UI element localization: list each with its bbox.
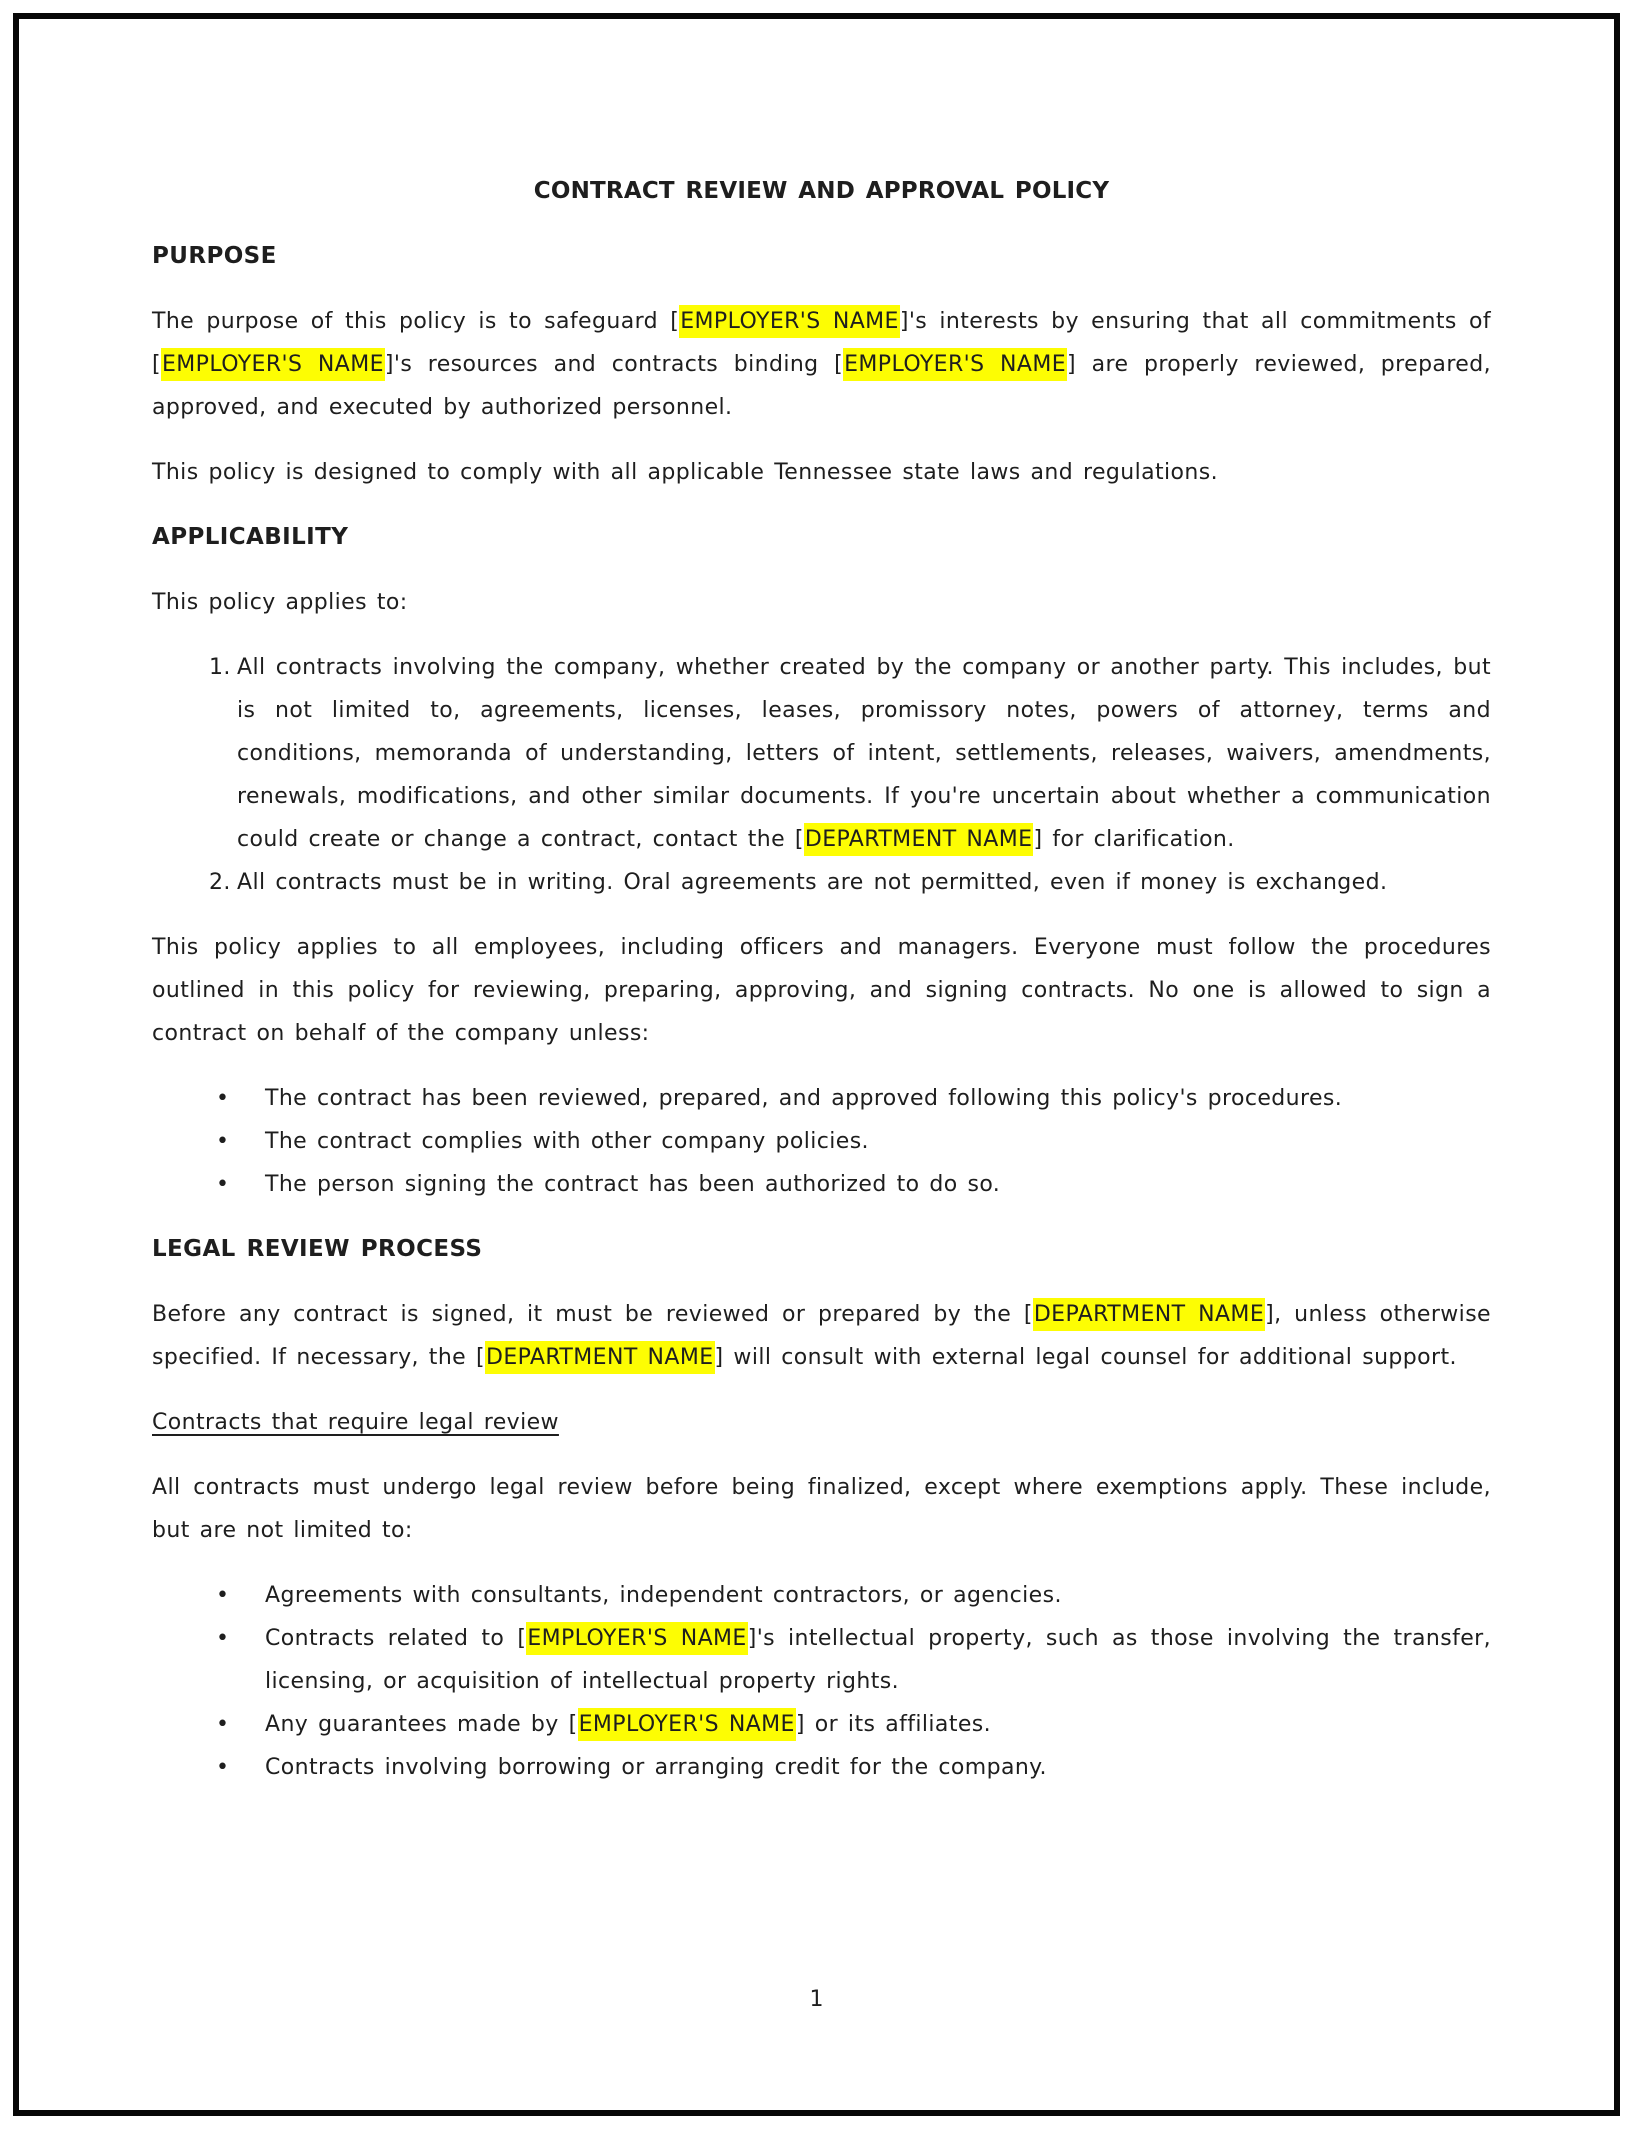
text-segment: The contract complies with other company policies. bbox=[265, 1129, 869, 1154]
paragraph-before-signed bbox=[152, 1293, 1491, 1379]
text-segment: ] will consult with external legal counsel for additional support. bbox=[714, 1345, 1457, 1370]
highlighted-placeholder: EMPLOYER'S NAME bbox=[843, 348, 1067, 381]
bullet-list-item bbox=[152, 1077, 1491, 1120]
document-title: CONTRACT REVIEW AND APPROVAL POLICY bbox=[533, 178, 1110, 204]
text-segment: ]'s intellectual property, such as those involving the transfer, licensing, or acquisition of intellectual property rights. bbox=[265, 1626, 1491, 1694]
document-content bbox=[152, 0, 1491, 1811]
text-segment: Contracts related to [ bbox=[265, 1626, 527, 1651]
list-item-text bbox=[265, 1172, 1000, 1197]
paragraph-applies-all bbox=[152, 926, 1491, 1055]
text-segment: ]'s interests by ensuring that all commitments of [ bbox=[152, 309, 1491, 377]
list-number: 2. bbox=[209, 870, 231, 895]
conditions-bullet-list bbox=[152, 1077, 1491, 1206]
list-item-text bbox=[265, 1583, 1062, 1608]
list-item-text bbox=[237, 870, 1387, 895]
bullet-list-item bbox=[152, 1163, 1491, 1206]
list-number: 1. bbox=[209, 655, 231, 680]
text-segment: ] for clarification. bbox=[1033, 827, 1235, 852]
paragraph-applies-to bbox=[152, 581, 1491, 624]
bullet-marker: • bbox=[216, 1712, 230, 1737]
paragraph-all-must-undergo bbox=[152, 1466, 1491, 1552]
subheading-contracts-require-review: Contracts that require legal review bbox=[152, 1410, 559, 1435]
paragraph-purpose bbox=[152, 300, 1491, 429]
paragraph-compliance bbox=[152, 451, 1491, 494]
text-segment: Before any contract is signed, it must be reviewed or prepared by the [ bbox=[152, 1302, 1033, 1327]
exemptions-bullet-list bbox=[152, 1574, 1491, 1789]
text-segment: ] are properly reviewed, prepared, approved, and executed by authorized personnel. bbox=[152, 352, 1491, 420]
text-segment: The contract has been reviewed, prepared, and approved following this policy's procedures. bbox=[265, 1086, 1343, 1111]
bullet-list-item bbox=[152, 1703, 1491, 1746]
text-segment: ]'s resources and contracts binding [ bbox=[384, 352, 844, 377]
bullet-marker: • bbox=[216, 1626, 230, 1651]
bullet-marker: • bbox=[216, 1172, 230, 1197]
highlighted-placeholder: EMPLOYER'S NAME bbox=[161, 348, 385, 381]
highlighted-placeholder: EMPLOYER'S NAME bbox=[578, 1708, 796, 1741]
bullet-marker: • bbox=[216, 1583, 230, 1608]
text-segment: ] or its affiliates. bbox=[795, 1712, 992, 1737]
bullet-marker: • bbox=[216, 1086, 230, 1111]
highlighted-placeholder: DEPARTMENT NAME bbox=[804, 823, 1034, 856]
heading-applicability: APPLICABILITY bbox=[152, 524, 349, 550]
numbered-list bbox=[152, 646, 1491, 904]
bullet-list-item bbox=[152, 1617, 1491, 1703]
text-segment: This policy applies to all employees, including officers and managers. Everyone must follow the procedures outlined in this policy for reviewing, preparing, approving, and signing contracts. No one is allowed to sign a contract on behalf of the company unless: bbox=[152, 935, 1491, 1046]
text-segment: ], unless otherwise specified. If necessary, the [ bbox=[152, 1302, 1491, 1370]
bullet-marker: • bbox=[216, 1755, 230, 1780]
list-item-text bbox=[265, 1755, 1047, 1780]
text-segment: The person signing the contract has been authorized to do so. bbox=[265, 1172, 1001, 1197]
highlighted-placeholder: EMPLOYER'S NAME bbox=[526, 1622, 747, 1655]
list-item-text bbox=[265, 1622, 1491, 1694]
bullet-list-item bbox=[152, 1746, 1491, 1789]
heading-purpose: PURPOSE bbox=[152, 243, 277, 269]
numbered-list-item bbox=[152, 646, 1491, 861]
numbered-list-item bbox=[152, 861, 1491, 904]
highlighted-placeholder: DEPARTMENT NAME bbox=[485, 1341, 715, 1374]
list-item-text bbox=[265, 1708, 991, 1741]
text-segment: Agreements with consultants, independent contractors, or agencies. bbox=[265, 1583, 1062, 1608]
text-segment: This policy applies to: bbox=[152, 590, 408, 615]
highlighted-placeholder: DEPARTMENT NAME bbox=[1033, 1298, 1265, 1331]
bullet-list-item bbox=[152, 1574, 1491, 1617]
list-item-text bbox=[237, 655, 1491, 856]
list-item-text bbox=[265, 1129, 869, 1154]
heading-legal-review: LEGAL REVIEW PROCESS bbox=[152, 1236, 483, 1262]
highlighted-placeholder: EMPLOYER'S NAME bbox=[679, 305, 900, 338]
text-segment: All contracts involving the company, whether created by the company or another party. This includes, but is not limited to, agreements, licenses, leases, promissory notes, powers of attorney, terms and conditions, memoranda of understanding, letters of intent, settlements, releases, waivers, amendments, renewals, modifications, and other similar documents. If you're uncertain about whether a communication could create or change a contract, contact the [ bbox=[237, 655, 1491, 852]
text-segment: All contracts must be in writing. Oral agreements are not permitted, even if money is exchanged. bbox=[237, 870, 1388, 895]
text-segment: Contracts involving borrowing or arranging credit for the company. bbox=[265, 1755, 1047, 1780]
text-segment: The purpose of this policy is to safeguard [ bbox=[152, 309, 680, 334]
bullet-list-item bbox=[152, 1120, 1491, 1163]
text-segment: All contracts must undergo legal review before being finalized, except where exemptions apply. These include, but are not limited to: bbox=[152, 1475, 1491, 1543]
list-item-text bbox=[265, 1086, 1342, 1111]
bullet-marker: • bbox=[216, 1129, 230, 1154]
page-number: 1 bbox=[809, 1987, 824, 2012]
text-segment: Any guarantees made by [ bbox=[265, 1712, 578, 1737]
text-segment: This policy is designed to comply with all applicable Tennessee state laws and regulations. bbox=[152, 460, 1218, 485]
